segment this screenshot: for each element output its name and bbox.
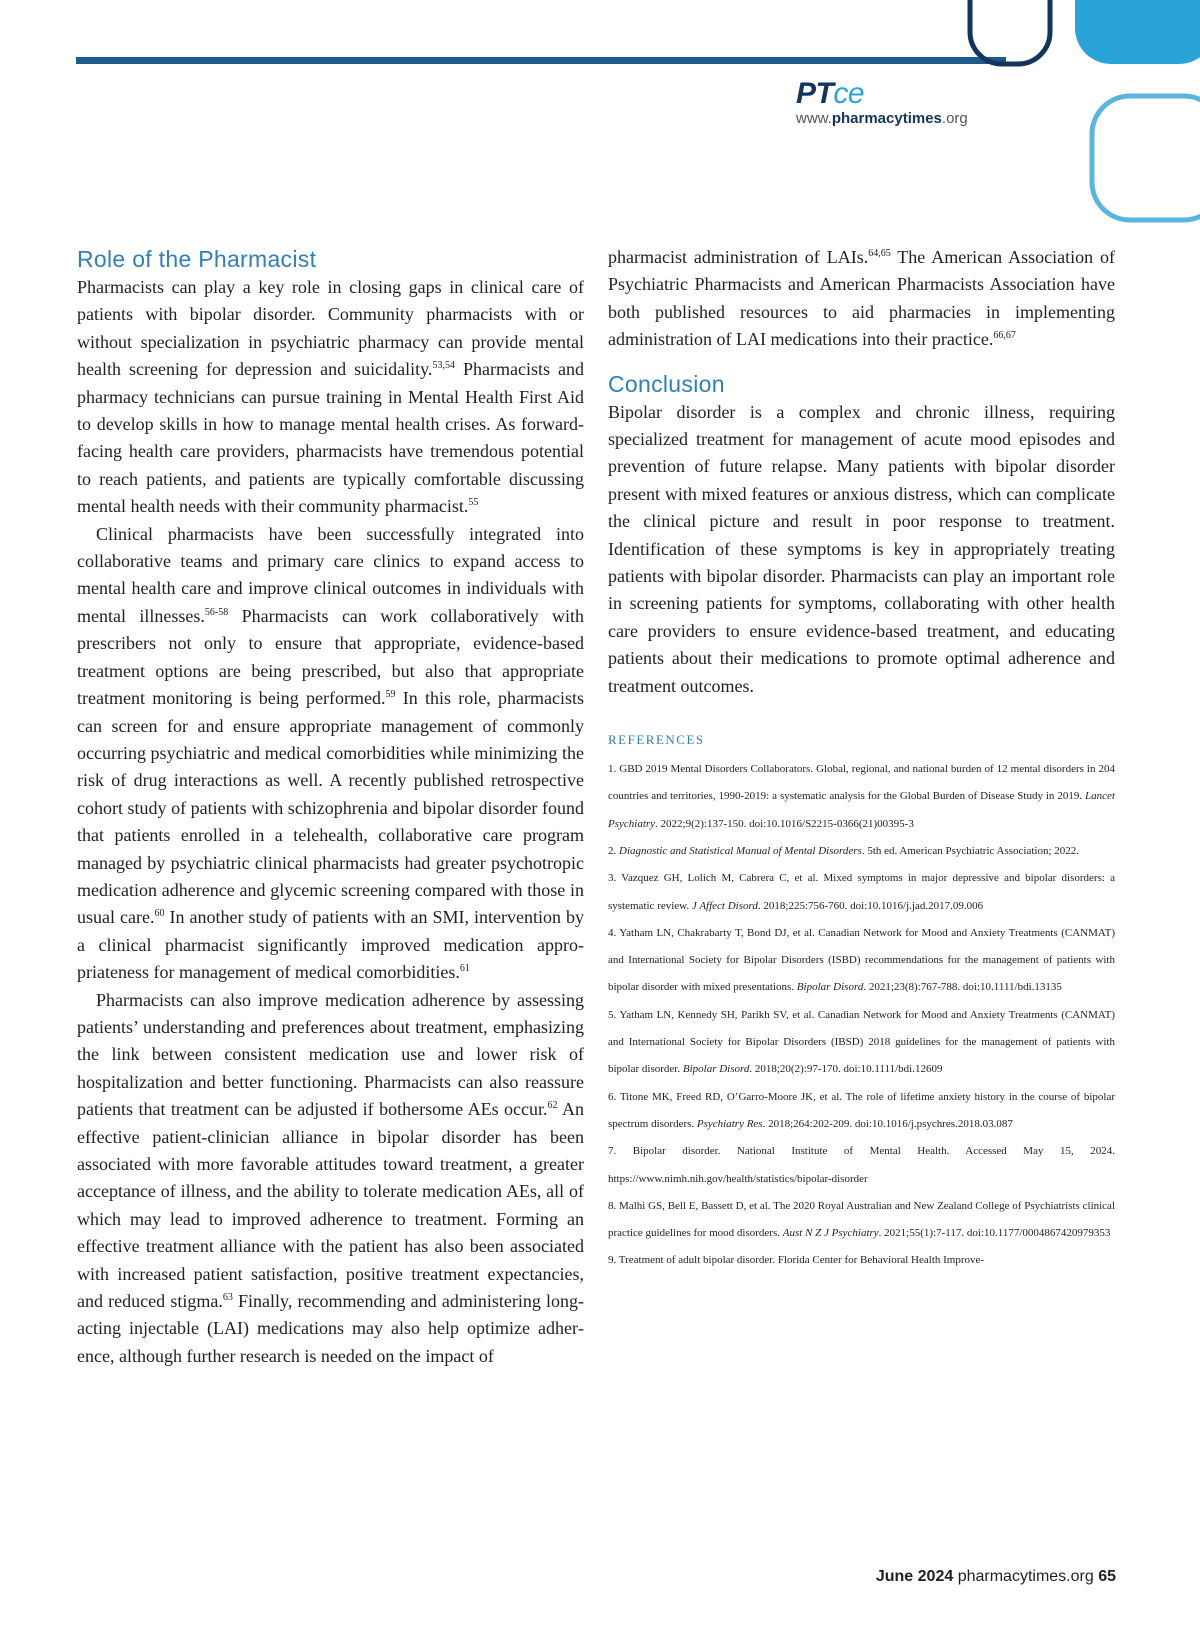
references-list	[608, 756, 1115, 1275]
section-heading-role: Role of the Pharmacist	[77, 246, 317, 272]
reference-item: 2. Diagnostic and Statistical Manual of Mental Disorders. 5th ed. American Psychiatric Association; 2022.	[608, 844, 1080, 857]
ptce-logo	[796, 79, 1036, 128]
references-heading: REFERENCES	[608, 732, 705, 748]
paragraph: Pharmacists can also improve medication adherence by assessing patients’ understanding and preferences about treatment, emphasizing the link between consistent medication use and lower risk of hospitalization and better functioning. Pharmacists can also reassure patients that treatment can be adjusted if bothersome AEs occur.$^{62}$ An effective patient-clinician alliance in bipolar disorder has been associated with more favorable attitudes toward treatment, a greater acceptance of illness, and the ability to tolerate medication AEs, all of which may lead to improved adherence to treatment. Forming an effective treatment alliance with the patient has also been associated with increased patient satisfaction, positive treatment expectancies, and reduced stigma.$^{63}$ Finally, recommending and administering long-acting injectable (LAI) medications may also help optimize adherence, although further research is needed on the impact of	[77, 989, 585, 1366]
right-column	[608, 244, 1115, 1275]
page-footer: June 2024 pharmacytimes.org 65	[875, 1568, 1116, 1585]
reference-item: 1. GBD 2019 Mental Disorders Collaborators. Global, regional, and national burden of 12 mental disorders in 204 countries and territories, 1990-2019: a systematic analysis for the Global Burden of Disease Study in 2019. Lancet Psychiatry. 2022;9(2):137-150. doi:10.1016/S2215-0366(21)00395-3	[608, 763, 1115, 830]
header-rule	[76, 57, 1006, 64]
reference-item: 4. Yatham LN, Chakrabarty T, Bond DJ, et al. Canadian Network for Mood and Anxiety Treatments (CANMAT) and International Society for Bipolar Disorders (ISBD) recommendations for the management of patients with bipolar disorder with mixed presentations. Bipolar Disord. 2021;23(8):767-788. doi:10.1111/bdi.13135	[608, 926, 1115, 994]
paragraph: Pharmacists can play a key role in closing gaps in clinical care of patients with bipolar disorder. Community pharmacists with or without specialization in psychiatric pharmacy can provide mental health screening for depression and suicidality.$^{53,54}$ Pharmacists and pharmacy technicians can pursue training in Mental Health First Aid to develop skills in how to manage mental health crises. As forward-facing health care providers, pharmacists have tremendous potential to reach patients, and patients are typically comfortable discussing mental health needs with their community pharmacist.$^{55}$	[77, 277, 584, 517]
reference-item: 7. Bipolar disorder. National Institute of Mental Health. Accessed May 15, 2024. https://www.nimh.nih.gov/health/statistics/bipolar-disorder	[608, 1145, 1115, 1185]
paragraph: Clinical pharmacists have been successfully integrated into collaborative teams and primary care clinics to expand access to mental health care and improve clinical outcomes in individuals with mental illnesses.$^{56-58}$ Pharmacists can work collaboratively with prescribers not only to ensure that appropriate, evidence-based treatment options are being prescribed, but also that appropriate treatment monitoring is being performed.$^{59}$ In this role, pharmacists can screen for and ensure appropriate management of commonly occurring psychiatric and medical comorbidities while minimizing the risk of drug interactions as well. A recently published retrospective cohort study of patients with schizophrenia and bipolar disorder found that patients enrolled in a telehealth, collaborative care program managed by psychiatric clinical pharmacists had greater psychotropic medication adherence and glycemic screening compared with those in usual care.$^{60}$ In another study of patients with an SMI, intervention by a clinical pharmacist significantly improved medication appropriateness for management of medical comorbidities.$^{61}$	[77, 523, 584, 983]
reference-item: 8. Malhi GS, Bell E, Bassett D, et al. The 2020 Royal Australian and New Zealand College of Psychiatrists clinical practice guidelines for mood disorders. Aust N Z J Psychiatry. 2021;55(1):7-117. doi:10.1177/0004867420979353	[608, 1199, 1115, 1240]
logo-url: www.pharmacytimes.org	[796, 110, 968, 127]
section-heading-conclusion: Conclusion	[608, 370, 725, 397]
logo-mark: PTce	[796, 77, 865, 110]
reference-item: 3. Vazquez GH, Lolich M, Cabrera C, et al. Mixed symptoms in major depressive and bipolar disorders: a systematic review. J Affect Disord. 2018;225:756-760. doi:10.1016/j.jad.2017.09.006	[608, 872, 1115, 912]
left-column	[77, 244, 584, 1370]
reference-item: 6. Titone MK, Freed RD, O’Garro-Moore JK, et al. The role of lifetime anxiety history in the course of bipolar spectrum disorders. Psychiatry Res. 2018;264:202-209. doi:10.1016/j.psychres.2018.03.087	[608, 1090, 1115, 1130]
paragraph: pharmacist administration of LAIs.$^{64,65}$ The American Association of Psychiatric Pharmacists and American Pharmacists Association have both published resources to aid pharmacies in implementing administration of LAI medications into their practice.$^{66,67}$	[608, 247, 1115, 350]
conclusion-paragraph: Bipolar disorder is a complex and chronic illness, requiring specialized treatment for management of acute mood episodes and prevention of future relapse. Many patients with bipolar disorder present with mixed features or anxious distress, which can complicate the clinical picture and result in poor response to treatment. Identification of these symptoms is key in appropriately treating patients with bipolar disorder. Pharmacists can play an important role in screening patients for symptoms, collaborating with other health care providers to ensure evidence-based treatment, and educating patients about their medications to promote optimal adherence and treatment outcomes.	[608, 401, 1115, 696]
reference-item: 9. Treatment of adult bipolar disorder. Florida Center for Behavioral Health Improve-	[608, 1254, 985, 1267]
reference-item: 5. Yatham LN, Kennedy SH, Parikh SV, et al. Canadian Network for Mood and Anxiety Treatments (CANMAT) and International Society for Bipolar Disorders (IBSD) 2018 guidelines for the management of patients with bipolar disorder. Bipolar Disord. 2018;20(2):97-170. doi:10.1111/bdi.12609	[608, 1008, 1115, 1076]
